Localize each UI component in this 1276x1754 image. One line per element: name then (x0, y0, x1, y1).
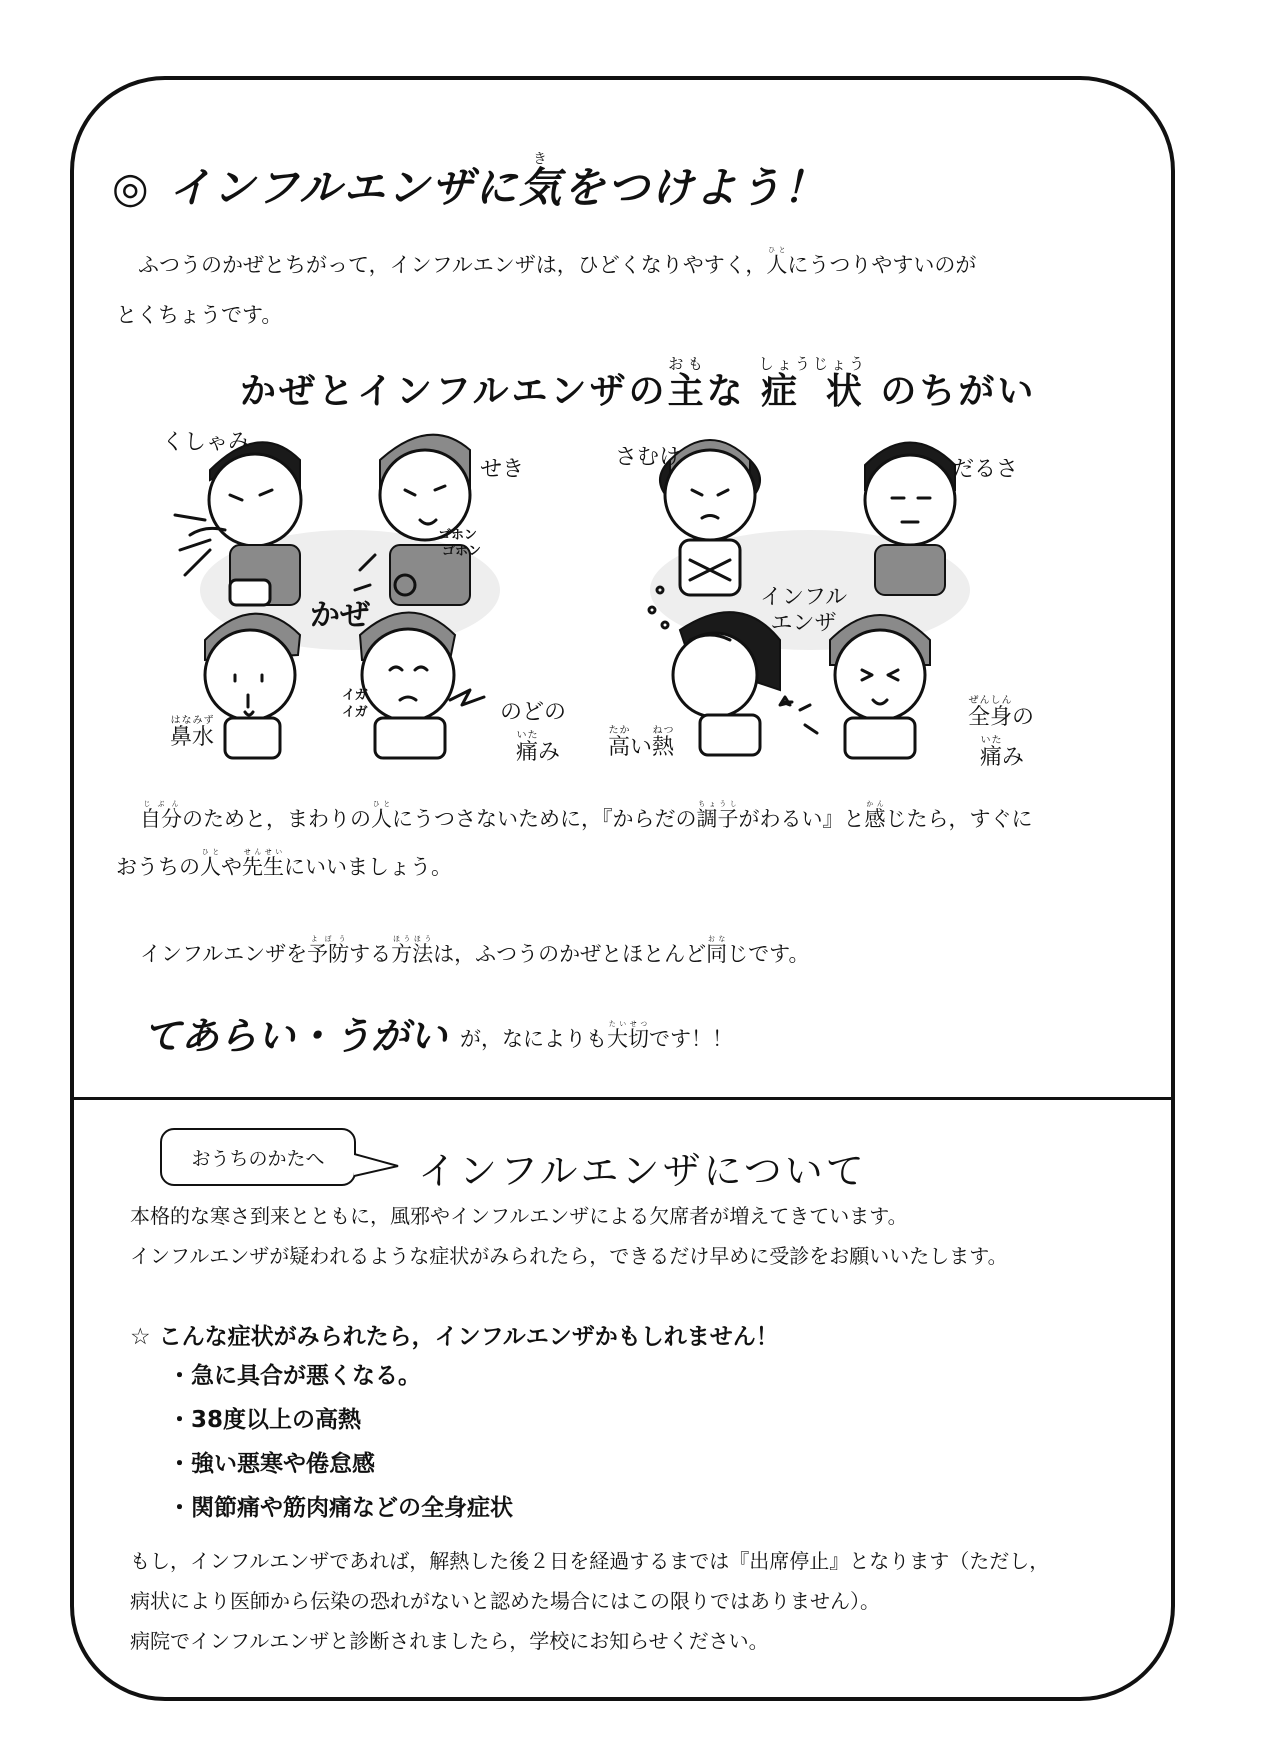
fatigue-person-illustration (865, 443, 955, 596)
symptom-item: ・強い悪寒や倦怠感 (168, 1451, 375, 1477)
speech-bubble-tail (354, 1148, 404, 1178)
flu-label: インフル エンザ (760, 585, 848, 637)
page-title: ◎ インフルエンザに気きをつけよう！ (112, 152, 828, 212)
advice-line-2: おうちの人ひとや先生せんせいにいいましょう。 (116, 848, 452, 879)
symptoms-warning-title: ☆ こんな症状がみられたら，インフルエンザかもしれません！ (130, 1324, 779, 1350)
chills-label: さむけ (615, 445, 682, 470)
note-line-1: もし，インフルエンザであれば，解熱した後２日を経過するまでは『出席停止』となります（ただし， (130, 1549, 1050, 1573)
notice-line-2: インフルエンザが疑われるような症状がみられたら，できるだけ早めに受診をお願いいたします。 (130, 1244, 1008, 1268)
symptom-list (168, 1354, 513, 1530)
itchy-sound: イガ イガ (342, 688, 368, 720)
high-fever-label: 高たかい熱ねつ (608, 725, 675, 760)
runny-nose-label: 鼻水はなみず (170, 715, 215, 750)
symptoms-heading: かぜとインフルエンザの主おもな 症 状しょうじょう のちがい (240, 355, 1037, 412)
note-line-3: 病院でインフルエンザと診断されましたら，学校にお知らせください。 (130, 1629, 769, 1653)
sore-throat-label-1: のどの (500, 700, 567, 725)
handwash-gargle-text: てあらい・うがい (143, 1014, 448, 1058)
note-line-2: 病状により医師から伝染の恐れがないと認めた場合にはこの限りではありません）。 (130, 1589, 880, 1613)
intro-line-2: とくちょうです。 (116, 303, 283, 327)
body-ache-label-1: 全身ぜんしんの (968, 695, 1035, 730)
runny-nose-person-illustration (205, 614, 300, 758)
sneeze-label: くしゃみ (162, 430, 251, 455)
intro-line-1: ふつうのかぜとちがって，インフルエンザは，ひどくなりやすく，人ひとにうつりやすいのが (138, 246, 977, 277)
body-ache-label-2: 痛いたみ (980, 735, 1025, 770)
double-circle-icon: ◎ (112, 163, 151, 212)
cold-label: かぜ (310, 598, 370, 633)
sore-throat-label-2: 痛いたみ (516, 730, 561, 765)
section-divider (72, 1097, 1173, 1100)
sneeze-person-illustration (175, 442, 301, 605)
symptom-item: ・急に具合が悪くなる。 (168, 1363, 421, 1389)
fatigue-label: だるさ (952, 457, 1019, 482)
symptom-item: ・関節痛や筋肉痛などの全身症状 (168, 1495, 513, 1521)
parents-section-title: インフルエンザについて (418, 1149, 867, 1193)
important-line: が，なによりも大切たいせつです！！ (460, 1020, 733, 1051)
notice-line-1: 本格的な寒さ到来とともに，風邪やインフルエンザによる欠席者が増えてきています。 (130, 1204, 908, 1228)
advice-line-1: 自分じぶんのためと，まわりの人ひとにうつさないために，『からだの調子ちょうしがわるい』と感かんじたら，すぐに (140, 800, 1033, 831)
prevention-line: インフルエンザを予防よぼうする方法ほうほうは，ふつうのかぜとほとんど同おなじです。 (140, 935, 810, 966)
cough-sound: ゴホン ゴホン (438, 528, 482, 559)
parents-speech-bubble: おうちのかたへ (160, 1128, 356, 1186)
cough-label: せき (480, 457, 525, 482)
symptom-item: ・38度以上の高熱 (168, 1407, 362, 1433)
